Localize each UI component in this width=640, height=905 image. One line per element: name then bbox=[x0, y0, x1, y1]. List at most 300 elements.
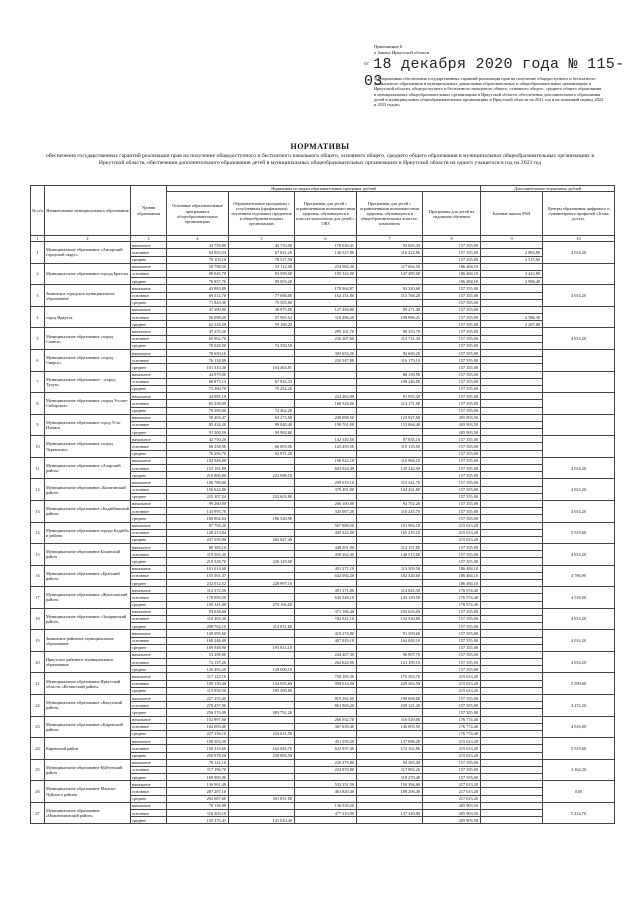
level-cell: среднее bbox=[131, 774, 167, 781]
value-cell: 116 222,80 bbox=[357, 249, 423, 256]
value-cell: 379 491,00 bbox=[295, 486, 357, 493]
value-cell: 114 045,30 bbox=[357, 587, 423, 594]
level-cell: среднее bbox=[131, 536, 167, 543]
value-cell: 301 851,00 bbox=[229, 795, 295, 802]
level-cell: основное bbox=[131, 335, 167, 342]
value-cell: 262 624,90 bbox=[295, 659, 357, 666]
value-cell bbox=[229, 637, 295, 644]
value-cell: 157 355,00 bbox=[423, 558, 481, 565]
value-cell bbox=[229, 328, 295, 335]
value-cell bbox=[229, 371, 295, 378]
value-cell bbox=[481, 357, 543, 364]
level-cell: среднее bbox=[131, 817, 167, 824]
value-cell bbox=[295, 278, 357, 285]
value-cell: 157 355,00 bbox=[423, 321, 481, 328]
value-cell bbox=[295, 256, 357, 263]
municipality-name: Муниципальное образование «Нижнеилимский район» bbox=[45, 802, 131, 824]
value-cell: 750 185,30 bbox=[295, 673, 357, 680]
value-cell: 215 613,20 bbox=[423, 529, 481, 536]
value-cell: 78 136,88 bbox=[167, 802, 229, 809]
value-cell bbox=[357, 385, 423, 392]
value-cell: 45 883,80 bbox=[167, 285, 229, 292]
value-cell bbox=[481, 644, 543, 651]
value-cell: 132 530,80 bbox=[357, 615, 423, 622]
value-cell: 110 135,00 bbox=[357, 443, 423, 450]
level-cell: среднее bbox=[131, 623, 167, 630]
row-number: 17 bbox=[31, 587, 45, 609]
value-cell: 418 274,80 bbox=[295, 630, 357, 637]
value-cell: 101 983,10 bbox=[357, 522, 423, 529]
value-cell: 146 527,80 bbox=[295, 249, 357, 256]
value-cell: 78 141,10 bbox=[167, 759, 229, 766]
value-cell: 143 995,70 bbox=[167, 508, 229, 515]
value-cell: 63 273,00 bbox=[229, 414, 295, 421]
value-cell: 250 978,50 bbox=[167, 752, 229, 759]
value-cell bbox=[481, 242, 543, 249]
value-cell bbox=[229, 716, 295, 723]
tochka-rosta-value: 5 519,60 bbox=[543, 738, 615, 760]
table-row bbox=[31, 695, 615, 702]
col-number: 7 bbox=[357, 236, 423, 242]
value-cell: 153 064,40 bbox=[357, 421, 423, 428]
tochka-rosta-value: 4 014,20 bbox=[543, 285, 615, 307]
col-number: 8 bbox=[423, 236, 481, 242]
level-cell: основное bbox=[131, 594, 167, 601]
table-row bbox=[31, 759, 615, 766]
row-number: 6 bbox=[31, 350, 45, 372]
value-cell: 117 122,10 bbox=[167, 673, 229, 680]
table-row bbox=[31, 263, 615, 270]
row-number: 9 bbox=[31, 414, 45, 436]
level-cell: основное bbox=[131, 292, 167, 299]
value-cell: 75 505,80 bbox=[229, 299, 295, 306]
group-extra-header: Дополнительные нормативы, рублей bbox=[481, 186, 615, 192]
value-cell bbox=[229, 335, 295, 342]
level-cell: среднее bbox=[131, 795, 167, 802]
value-cell: 76 134,00 bbox=[167, 357, 229, 364]
value-cell: 157 355,00 bbox=[423, 335, 481, 342]
level-cell: начальное bbox=[131, 522, 167, 529]
value-cell: 157 355,00 bbox=[423, 500, 481, 507]
value-cell: 642 092,20 bbox=[295, 572, 357, 579]
table-row bbox=[31, 479, 615, 486]
value-cell: 156 624,80 bbox=[167, 486, 229, 493]
header-row bbox=[31, 186, 615, 192]
value-cell: 162 151,80 bbox=[295, 292, 357, 299]
col-num-header: № п/п bbox=[31, 186, 45, 236]
value-cell: 172 162,80 bbox=[357, 745, 423, 752]
value-cell: 371 186,40 bbox=[295, 608, 357, 615]
value-cell: 168 524,06 bbox=[295, 400, 357, 407]
value-cell: 210 866,80 bbox=[167, 472, 229, 479]
value-cell: 44 979,00 bbox=[167, 371, 229, 378]
row-number: 3 bbox=[31, 285, 45, 307]
value-cell: 108 886,21 bbox=[357, 314, 423, 321]
value-cell bbox=[295, 644, 357, 651]
value-cell: 157 355,00 bbox=[423, 709, 481, 716]
level-cell: начальное bbox=[131, 651, 167, 658]
value-cell: 178 964,87 bbox=[295, 285, 357, 292]
value-cell bbox=[481, 551, 543, 558]
value-cell: 70 028,90 bbox=[167, 342, 229, 349]
municipality-name: Муниципальное образование «Балаганский район» bbox=[45, 479, 131, 501]
level-cell: начальное bbox=[131, 263, 167, 270]
value-cell: 189 948,90 bbox=[167, 644, 229, 651]
value-cell bbox=[357, 623, 423, 630]
municipality-name: Муниципальное образование «Ангарский городской округ» bbox=[45, 242, 131, 264]
value-cell bbox=[295, 817, 357, 824]
value-cell: 157 355,00 bbox=[423, 450, 481, 457]
appendix-block bbox=[374, 44, 429, 55]
value-cell bbox=[481, 263, 543, 270]
value-cell: 100 303,50 bbox=[167, 738, 229, 745]
value-cell: 117 196,70 bbox=[167, 766, 229, 773]
municipality-name: Иркутское районное муниципальное образование bbox=[45, 651, 131, 673]
value-cell: 43 733,00 bbox=[229, 242, 295, 249]
page-subtitle: обеспечения государственных гарантий реализации прав на получение общедоступного и бесплатного начального общего, основного общего, среднего общего образования в муниципальных общеобразовательных организациях в Иркутской области, обеспечения дополнительного образования детей в муниципальных общеобразовательных организациях в Иркутской области на одного учащегося в год на 2023 год bbox=[45, 153, 595, 166]
value-cell: 157 355,00 bbox=[423, 342, 481, 349]
value-cell: 157 355,00 bbox=[423, 306, 481, 313]
table-row bbox=[31, 673, 615, 680]
value-cell: 451 559,20 bbox=[295, 738, 357, 745]
value-cell: 186 484,10 bbox=[423, 278, 481, 285]
level-cell: основное bbox=[131, 788, 167, 795]
value-cell bbox=[295, 580, 357, 587]
value-cell bbox=[481, 666, 543, 673]
value-cell: 76 957,70 bbox=[167, 278, 229, 285]
value-cell bbox=[229, 723, 295, 730]
value-cell: 205 903,50 bbox=[423, 817, 481, 824]
value-cell: 118 270,40 bbox=[357, 774, 423, 781]
value-cell: 212 851,60 bbox=[229, 623, 295, 630]
value-cell: 2 883,80 bbox=[481, 249, 543, 256]
value-cell: 144 261,80 bbox=[357, 486, 423, 493]
value-cell bbox=[481, 615, 543, 622]
tochka-rosta-value: 4 014,20 bbox=[543, 630, 615, 652]
level-cell: начальное bbox=[131, 371, 167, 378]
tochka-rosta-value bbox=[543, 393, 615, 415]
value-cell: 157 355,00 bbox=[423, 393, 481, 400]
value-cell: 71 843,30 bbox=[167, 299, 229, 306]
value-cell: 76 206,70 bbox=[167, 450, 229, 457]
value-cell: 491 271,10 bbox=[295, 565, 357, 572]
value-cell bbox=[481, 752, 543, 759]
tochka-rosta-value: 0,00 bbox=[543, 781, 615, 803]
row-number: 2 bbox=[31, 263, 45, 285]
value-cell: 157 355,00 bbox=[423, 443, 481, 450]
value-cell bbox=[481, 472, 543, 479]
value-cell: 125 459,50 bbox=[295, 443, 357, 450]
value-cell bbox=[357, 493, 423, 500]
value-cell: 190 761,00 bbox=[295, 421, 357, 428]
level-cell: среднее bbox=[131, 429, 167, 436]
value-cell: 104 463,81 bbox=[229, 364, 295, 371]
value-cell bbox=[229, 651, 295, 658]
table-row bbox=[31, 306, 615, 313]
value-cell: 157 355,00 bbox=[423, 371, 481, 378]
level-cell: начальное bbox=[131, 630, 167, 637]
value-cell: 254 584,30 bbox=[295, 263, 357, 270]
municipality-name: город Иркутск bbox=[45, 306, 131, 328]
value-cell: 135 375,41 bbox=[167, 817, 229, 824]
value-cell: 87 835,10 bbox=[357, 436, 423, 443]
municipality-name: Муниципальное образование «Заларинский район» bbox=[45, 608, 131, 630]
value-cell: 223 088,10 bbox=[229, 472, 295, 479]
value-cell bbox=[357, 580, 423, 587]
value-cell bbox=[295, 472, 357, 479]
value-cell bbox=[295, 299, 357, 306]
table-row bbox=[31, 350, 615, 357]
value-cell bbox=[295, 795, 357, 802]
value-cell: 72 462,20 bbox=[229, 407, 295, 414]
value-cell bbox=[357, 429, 423, 436]
level-cell: среднее bbox=[131, 472, 167, 479]
level-cell: начальное bbox=[131, 285, 167, 292]
value-cell bbox=[481, 529, 543, 536]
value-cell: 2 515,60 bbox=[481, 256, 543, 263]
level-cell: начальное bbox=[131, 695, 167, 702]
value-cell bbox=[357, 450, 423, 457]
tochka-rosta-value bbox=[543, 414, 615, 436]
value-cell: 169 150,40 bbox=[167, 680, 229, 687]
value-cell bbox=[481, 486, 543, 493]
value-cell: 265 647,40 bbox=[229, 536, 295, 543]
level-cell: основное bbox=[131, 637, 167, 644]
value-cell: 53 112,00 bbox=[229, 263, 295, 270]
value-cell: 157 355,00 bbox=[423, 314, 481, 321]
value-cell: 345 087,20 bbox=[295, 508, 357, 515]
value-cell bbox=[295, 385, 357, 392]
value-cell bbox=[357, 536, 423, 543]
value-cell: 127 494,80 bbox=[295, 306, 357, 313]
value-cell: 217 613,20 bbox=[423, 795, 481, 802]
municipality-name: Муниципальное образование Боханский район bbox=[45, 544, 131, 566]
table-row bbox=[31, 457, 615, 464]
value-cell bbox=[295, 493, 357, 500]
level-cell: начальное bbox=[131, 781, 167, 788]
level-cell: начальное bbox=[131, 306, 167, 313]
value-cell: 150 319,60 bbox=[167, 745, 229, 752]
value-cell: 228 997,10 bbox=[229, 580, 295, 587]
value-cell bbox=[229, 659, 295, 666]
row-number: 27 bbox=[31, 802, 45, 824]
value-cell: 157 355,00 bbox=[423, 766, 481, 773]
value-cell bbox=[357, 601, 423, 608]
value-cell: 66 258,90 bbox=[167, 443, 229, 450]
value-cell: 141 610,40 bbox=[229, 817, 295, 824]
value-cell: 217 613,20 bbox=[423, 781, 481, 788]
value-cell bbox=[357, 558, 423, 565]
value-cell: 232 603,80 bbox=[229, 493, 295, 500]
value-cell: 91 955,30 bbox=[357, 393, 423, 400]
value-cell bbox=[481, 687, 543, 694]
value-cell bbox=[295, 774, 357, 781]
value-cell: 157 355,00 bbox=[423, 615, 481, 622]
municipality-name: Муниципальное образование Куйтунский район bbox=[45, 759, 131, 781]
value-cell bbox=[357, 364, 423, 371]
value-cell: 2 986,40 bbox=[481, 278, 543, 285]
value-cell: 3 423,80 bbox=[481, 270, 543, 277]
value-cell: 157 355,00 bbox=[423, 378, 481, 385]
value-cell: 157 355,00 bbox=[423, 472, 481, 479]
value-cell: 96 907,70 bbox=[357, 651, 423, 658]
value-cell: 182 320,60 bbox=[357, 572, 423, 579]
value-cell: 157 355,00 bbox=[423, 666, 481, 673]
value-cell: 215 613,20 bbox=[423, 738, 481, 745]
tochka-rosta-value: 4 516,00 bbox=[543, 587, 615, 609]
value-cell: 220 547,80 bbox=[295, 357, 357, 364]
value-cell: 532 351,50 bbox=[295, 781, 357, 788]
municipality-name: Муниципальное образование «город Черемхово» bbox=[45, 436, 131, 458]
value-cell bbox=[481, 716, 543, 723]
value-cell: 70 650,10 bbox=[167, 350, 229, 357]
value-cell: 266 552,70 bbox=[295, 716, 357, 723]
value-cell: 208 762,10 bbox=[167, 623, 229, 630]
value-cell bbox=[295, 450, 357, 457]
level-cell: основное bbox=[131, 766, 167, 773]
level-cell: начальное bbox=[131, 500, 167, 507]
value-cell: 165 219,10 bbox=[357, 529, 423, 536]
value-cell: 383 791,20 bbox=[229, 709, 295, 716]
value-cell bbox=[229, 436, 295, 443]
value-cell: 622 937,40 bbox=[295, 745, 357, 752]
table-row bbox=[31, 781, 615, 788]
value-cell: 83 599,00 bbox=[229, 270, 295, 277]
value-cell: 91 309,60 bbox=[357, 630, 423, 637]
value-cell: 91 500,50 bbox=[167, 429, 229, 436]
value-cell: 62 316,50 bbox=[167, 321, 229, 328]
value-cell bbox=[481, 443, 543, 450]
value-cell: 169 985,90 bbox=[167, 774, 229, 781]
value-cell bbox=[357, 407, 423, 414]
level-cell: среднее bbox=[131, 407, 167, 414]
value-cell: 157 355,00 bbox=[423, 508, 481, 515]
tochka-rosta-value bbox=[543, 350, 615, 372]
level-cell: среднее bbox=[131, 644, 167, 651]
value-cell: 72 137,20 bbox=[167, 659, 229, 666]
value-cell bbox=[229, 615, 295, 622]
value-cell: 140 513,00 bbox=[357, 551, 423, 558]
value-cell bbox=[295, 666, 357, 673]
value-cell: 2 586,30 bbox=[481, 314, 543, 321]
col-header: Программы для детей с ограниченными возможностями здоровья, обучающихся в общеобразовательных классах-комплектах bbox=[357, 192, 423, 236]
value-cell bbox=[229, 285, 295, 292]
value-cell: 57 965,52 bbox=[229, 314, 295, 321]
value-cell: 115 956,50 bbox=[167, 687, 229, 694]
value-cell bbox=[481, 788, 543, 795]
appendix-line: к Закону Иркутской области bbox=[374, 49, 430, 55]
col-name-header: Наименование муниципального образования bbox=[45, 186, 131, 236]
table-row bbox=[31, 328, 615, 335]
value-cell bbox=[229, 486, 295, 493]
value-cell: 477 210,90 bbox=[295, 810, 357, 817]
value-cell: 65 962,70 bbox=[167, 335, 229, 342]
tochka-rosta-value: 4 272,20 bbox=[543, 695, 615, 717]
value-cell bbox=[357, 644, 423, 651]
value-cell: 205 903,50 bbox=[423, 802, 481, 809]
value-cell bbox=[481, 795, 543, 802]
value-cell: 226 125,00 bbox=[229, 558, 295, 565]
value-cell bbox=[357, 256, 423, 263]
value-cell bbox=[229, 810, 295, 817]
row-number: 13 bbox=[31, 500, 45, 522]
value-cell: 292 687,60 bbox=[167, 795, 229, 802]
tochka-rosta-value: 4 014,20 bbox=[543, 651, 615, 673]
value-cell: 70 103,10 bbox=[167, 256, 229, 263]
level-cell: среднее bbox=[131, 666, 167, 673]
value-cell bbox=[481, 421, 543, 428]
municipality-name: Муниципальное образование «город Саянск» bbox=[45, 328, 131, 350]
value-cell: 225 307,24 bbox=[167, 493, 229, 500]
table-row bbox=[31, 436, 615, 443]
tochka-rosta-value bbox=[543, 263, 615, 285]
municipality-name: Муниципальное образование «Аларский район» bbox=[45, 457, 131, 479]
level-cell: основное bbox=[131, 465, 167, 472]
value-cell: 234 631,50 bbox=[229, 730, 295, 737]
value-cell bbox=[481, 335, 543, 342]
table-row bbox=[31, 630, 615, 637]
col-number: 5 bbox=[229, 236, 295, 242]
value-cell bbox=[481, 637, 543, 644]
value-cell bbox=[357, 342, 423, 349]
value-cell: 198 922,10 bbox=[295, 457, 357, 464]
level-cell: основное bbox=[131, 680, 167, 687]
value-cell bbox=[481, 730, 543, 737]
value-cell: 56 098,20 bbox=[167, 314, 229, 321]
level-cell: начальное bbox=[131, 350, 167, 357]
value-cell: 85 271,40 bbox=[357, 306, 423, 313]
value-cell bbox=[229, 508, 295, 515]
value-cell: 210 328,70 bbox=[167, 558, 229, 565]
level-cell: основное bbox=[131, 400, 167, 407]
value-cell bbox=[481, 601, 543, 608]
municipality-name: Муниципальное образование город Усть-Илимск bbox=[45, 414, 131, 436]
value-cell: 2 287,80 bbox=[481, 321, 543, 328]
value-cell: 176 574,40 bbox=[423, 601, 481, 608]
value-cell: 75 260,70 bbox=[167, 385, 229, 392]
municipality-name: Муниципальное образование «Качугский район» bbox=[45, 695, 131, 717]
value-cell: 67 021,20 bbox=[229, 249, 295, 256]
value-cell bbox=[229, 695, 295, 702]
value-cell: 128 213,84 bbox=[167, 529, 229, 536]
value-cell bbox=[295, 429, 357, 436]
value-cell bbox=[481, 400, 543, 407]
value-cell: 43 759,80 bbox=[167, 242, 229, 249]
value-cell: 157 355,00 bbox=[423, 630, 481, 637]
level-cell: основное bbox=[131, 810, 167, 817]
table-row bbox=[31, 414, 615, 421]
level-cell: основное bbox=[131, 249, 167, 256]
level-cell: среднее bbox=[131, 515, 167, 522]
value-cell: 101 014,60 bbox=[167, 565, 229, 572]
value-cell bbox=[481, 393, 543, 400]
level-cell: основное bbox=[131, 745, 167, 752]
row-number: 18 bbox=[31, 608, 45, 630]
tochka-rosta-value: 4 014,20 bbox=[543, 479, 615, 501]
value-cell: 150 394,60 bbox=[357, 781, 423, 788]
value-cell: 215 613,20 bbox=[423, 745, 481, 752]
table-row bbox=[31, 565, 615, 572]
value-cell: 67 943,33 bbox=[229, 378, 295, 385]
value-cell: 119 565,30 bbox=[167, 551, 229, 558]
value-cell bbox=[481, 565, 543, 572]
row-number: 19 bbox=[31, 630, 45, 652]
level-cell: начальное bbox=[131, 587, 167, 594]
level-cell: среднее bbox=[131, 450, 167, 457]
value-cell bbox=[229, 759, 295, 766]
value-cell bbox=[481, 695, 543, 702]
municipality-name: Муниципальное образование Иркутской области «Катангский район» bbox=[45, 673, 131, 695]
